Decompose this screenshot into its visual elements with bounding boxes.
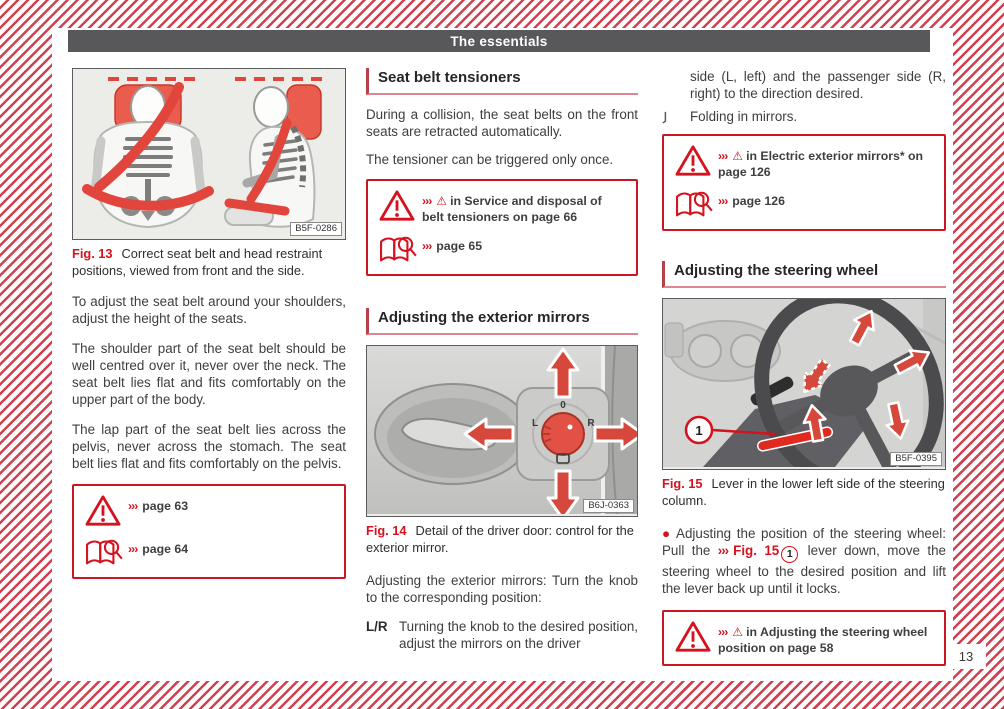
- callout-1-inline: 1: [781, 546, 798, 563]
- figure-14-label: Fig. 14: [366, 523, 407, 538]
- page-title: The essentials: [450, 33, 548, 49]
- figure-14-code: B6J-0363: [583, 499, 634, 513]
- figure-13-caption: Fig. 13 Correct seat belt and head restraint positions, viewed from front and the side.: [72, 246, 323, 278]
- book-reference-row: ››› page 126: [674, 189, 934, 221]
- book-reference-row: ››› page 64: [84, 537, 334, 569]
- section-title-exterior-mirrors: Adjusting the exterior mirrors: [366, 308, 638, 335]
- warning-reference-row: ››› ⚠ in Adjusting the steering wheel position on page 58: [674, 620, 934, 656]
- svg-text:1: 1: [695, 423, 703, 438]
- book-reference-row: ››› page 65: [378, 234, 626, 266]
- definition-lr: L/R Turning the knob to the desired position, adjust the mirrors on the driver: [366, 619, 638, 651]
- figure-13: [72, 68, 346, 240]
- warning-triangle-icon: [378, 189, 422, 223]
- warning-triangle-icon: [674, 144, 718, 178]
- definition-term: L/R: [366, 619, 388, 634]
- paragraph-continuation: side (L, left) and the passenger side (R, right) to the direction desired.: [690, 69, 946, 101]
- paragraph: The tensioner can be triggered only once.: [366, 152, 614, 167]
- cross-reference-box: [662, 610, 946, 666]
- knob-label-right: R: [587, 418, 595, 429]
- warning-reference-row: ››› page 63: [84, 494, 334, 528]
- paragraph: Adjusting the exterior mirrors: Turn the knob to the corresponding position:: [366, 573, 638, 605]
- left-column: [72, 68, 346, 579]
- cross-reference-box: [366, 179, 638, 276]
- figure-15: [662, 298, 946, 470]
- seatbelt-skeleton-illustration: [73, 69, 345, 237]
- figure-14-caption: Fig. 14 Detail of the driver door: control for the exterior mirror.: [366, 523, 634, 555]
- steering-wheel-illustration: [663, 299, 945, 467]
- book-magnifier-icon: [674, 189, 718, 221]
- folding-mirror-icon: [662, 110, 690, 124]
- section-title-seat-belt-tensioners: Seat belt tensioners: [366, 68, 638, 95]
- warning-triangle-inline-icon: ⚠: [732, 149, 744, 163]
- warning-triangle-inline-icon: ⚠: [732, 625, 744, 639]
- page-number: 13: [946, 644, 986, 669]
- figure-13-label: Fig. 13: [72, 246, 113, 261]
- warning-triangle-icon: [84, 494, 128, 528]
- warning-triangle-inline-icon: ⚠: [436, 194, 448, 208]
- paragraph: The lap part of the seat belt lies across the pelvis, never across the stomach. The seat belt lies flat and fits comfortably on the pelvis.: [72, 422, 346, 471]
- book-magnifier-icon: [84, 537, 128, 569]
- cross-reference-box: [72, 484, 346, 579]
- folding-mirrors-item: Folding in mirrors.: [662, 109, 946, 124]
- book-magnifier-icon: [378, 234, 422, 266]
- warning-reference-row: ››› ⚠ in Electric exterior mirrors* on page 126: [674, 144, 934, 180]
- figure-15-caption: Fig. 15 Lever in the lower left side of the steering column.: [662, 476, 945, 508]
- paragraph: To adjust the seat belt around your shoulders, adjust the height of the seats.: [72, 294, 346, 326]
- cross-reference-box: [662, 134, 946, 231]
- knob-label-left: L: [531, 418, 539, 429]
- figure-15-reference: Fig. 15: [733, 543, 780, 558]
- warning-triangle-icon: [674, 620, 718, 654]
- paragraph: The shoulder part of the seat belt should be well centred over it, never over the neck. The seat belt lies flat and fits comfortably on the upper part of the body.: [72, 341, 346, 407]
- mirror-control-illustration: [367, 346, 637, 514]
- section-title-steering-wheel: Adjusting the steering wheel: [662, 261, 946, 288]
- figure-15-code: B5F-0395: [890, 452, 942, 466]
- warning-reference-row: ››› ⚠ in Service and disposal of belt tensioners on page 66: [378, 189, 626, 225]
- callout-1: [686, 417, 712, 443]
- knob-label-center: 0: [560, 400, 566, 411]
- middle-column: [366, 68, 638, 652]
- figure-13-code: B5F-0286: [290, 222, 342, 236]
- figure-15-label: Fig. 15: [662, 476, 703, 491]
- paragraph: During a collision, the seat belts on the front seats are retracted automatically.: [366, 107, 638, 139]
- right-column: [662, 68, 946, 666]
- page-header-bar: [68, 30, 930, 52]
- bullet-paragraph: ● Adjusting the position of the steering wheel: Pull the ››› Fig. 15 1 lever down, move the steering wheel to the desired position and lift the lever back up until it locks.: [662, 526, 947, 596]
- bullet-marker: ●: [662, 526, 673, 541]
- figure-14: [366, 345, 638, 517]
